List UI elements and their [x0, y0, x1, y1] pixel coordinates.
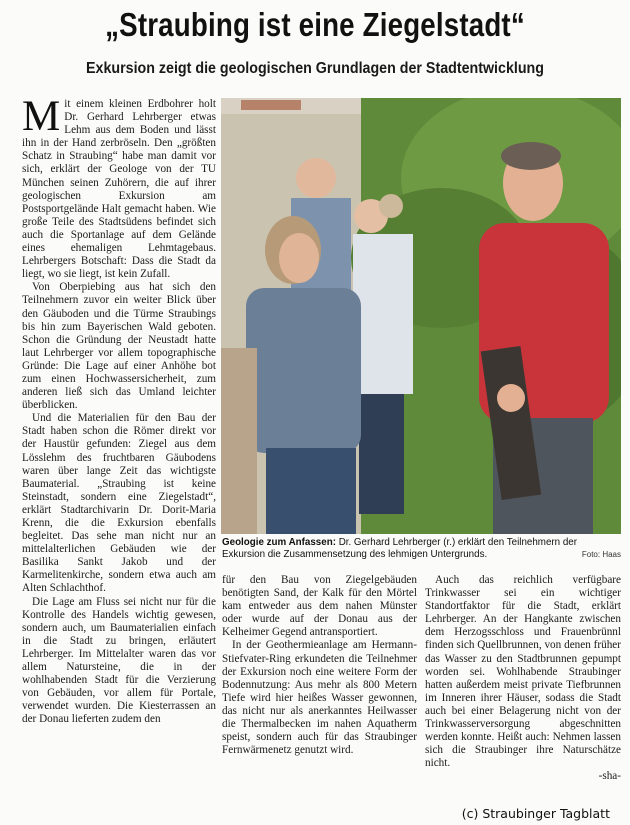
- headline: „Straubing ist eine Ziegelstadt“: [105, 6, 525, 43]
- author-signature: -sha-: [598, 770, 621, 783]
- subheadline: Exkursion zeigt die geologischen Grundlagen der Stadtentwicklung: [86, 60, 544, 77]
- paragraph: In der Geothermieanlage am Hermann-Stiefvater-Ring erkundeten die Teilnehmer der Exkursion noch eine weitere Form der Bodennutzung: Aus mehr als 800 Metern Tiefe wird hier heißes Wasser gewonnen, das nicht nur als anerkanntes Heilwasser die Thermalbecken im nahen Aquatherm speist, sondern auch für das Straubinger Fernwärmenetz genutzt wird.: [222, 639, 417, 757]
- photo-credit: Foto: Haas: [581, 550, 621, 559]
- paragraph: Von Oberpiebing aus hat sich den Teilnehmern zuvor ein weiter Blick über den Gäuboden und die Türme Straubings bis hin zum Bayerischen Wald geboten. Schon die Gründung der Neustadt hatte laut Lehrberger vor allem topographische Gründe: Die Lage auf einer Anhöhe bot zum einen Hochwassersicherheit, zum anderen ließ sich das Umland leichter überblicken.: [22, 281, 216, 412]
- caption-lead: Geologie zum Anfassen:: [222, 537, 336, 548]
- article-column-3: [425, 574, 621, 784]
- paragraph: Auch das reichlich verfügbare Trinkwasser sei ein wichtiger Standortfaktor für die Stadt, erklärt Lehrberger. An der Hangkante zwischen dem Herzogsschloss und Frauenbrünnl finden sich Quellbrunnen, von denen früher das Wasser zu den Stadtbrunnen gepumpt worden sei. Wohlhabende Straubinger hatten außerdem meist private Tiefbrunnen im Inneren ihrer Häuser, sodass die Stadt auch bei einer Belagerung nicht von der Trinkwasserversorgung abgeschnitten werden konnte. Heißt auch: Nehmen lassen sich die Straubinger ihre Naturschätze nicht.: [425, 574, 621, 770]
- lead-paragraph-text: it einem kleinen Erdbohrer holt Dr. Gerhard Lehrberger etwas Lehm aus dem Boden und lässt ihn in der Hand zerbröseln. Den „größten Schatz in Straubing“ habe man damit vor sich, erklärt der Geologe von der TU München seinen Zuhörern, die auf ihrer geologischen Exkursion am Postsportgelände Halt gemacht haben. Wie große Teile des Stadtsüdens befindet sich auch die Sportanlage auf dem Gelände eines ehemaligen Lehmtagebaus. Lehrbergers Botschaft: Dass die Stadt da liegt, wo sie liegt, ist kein Zufall.: [22, 98, 216, 281]
- drop-cap: M: [22, 93, 61, 140]
- article-column-2: [222, 574, 417, 757]
- paragraph: [22, 93, 216, 281]
- paragraph: Die Lage am Fluss sei nicht nur für die Kontrolle des Handels wichtig gewesen, sondern auch, um Baumaterialien einfach in die Stadt zu bringen, erläutert Lehrberger. Im Mittelalter waren das vor allem Natursteine, die in der wohlhabenden Stadt für die Verzierung von Gebäuden, vor allem für Portale, verwendet wurden. Die Kiesterrassen an der Donau lieferten zudem den: [22, 595, 216, 726]
- paragraph: Und die Materialien für den Bau der Stadt haben schon die Römer direkt vor der Haustür gefunden: Ziegel aus dem Lösslehm des fruchtbaren Gäubodens waren über lange Zeit das wichtigste Baumaterial. „Straubing ist keine Steinstadt, sondern eine Ziegelstadt“, erklärt Stadtarchivarin Dr. Dorit-Maria Krenn, die die Exkursion ebenfalls begleitet. Das sehe man nicht nur an mittelalterlichen Gebäuden wie der Basilika Sankt Jakob und der Karmelitenkirche, sondern etwa auch am Alten Schlachthof.: [22, 412, 216, 595]
- article-column-1: [22, 93, 216, 727]
- photo-caption: [222, 537, 622, 562]
- caption-text: Dr. Gerhard Lehrberger (r.) erklärt den Teilnehmern der Exkursion die Zusammensetzung des lehmigen Untergrunds.: [222, 537, 578, 561]
- copyright-notice: (c) Straubinger Tagblatt: [461, 806, 610, 821]
- article-photo: [221, 98, 621, 534]
- paragraph: für den Bau von Ziegelgebäuden benötigten Sand, der Kalk für den Mörtel kam entweder aus dem nahen Münster oder wurde auf der Donau aus der Kelheimer Gegend antransportiert.: [222, 574, 417, 639]
